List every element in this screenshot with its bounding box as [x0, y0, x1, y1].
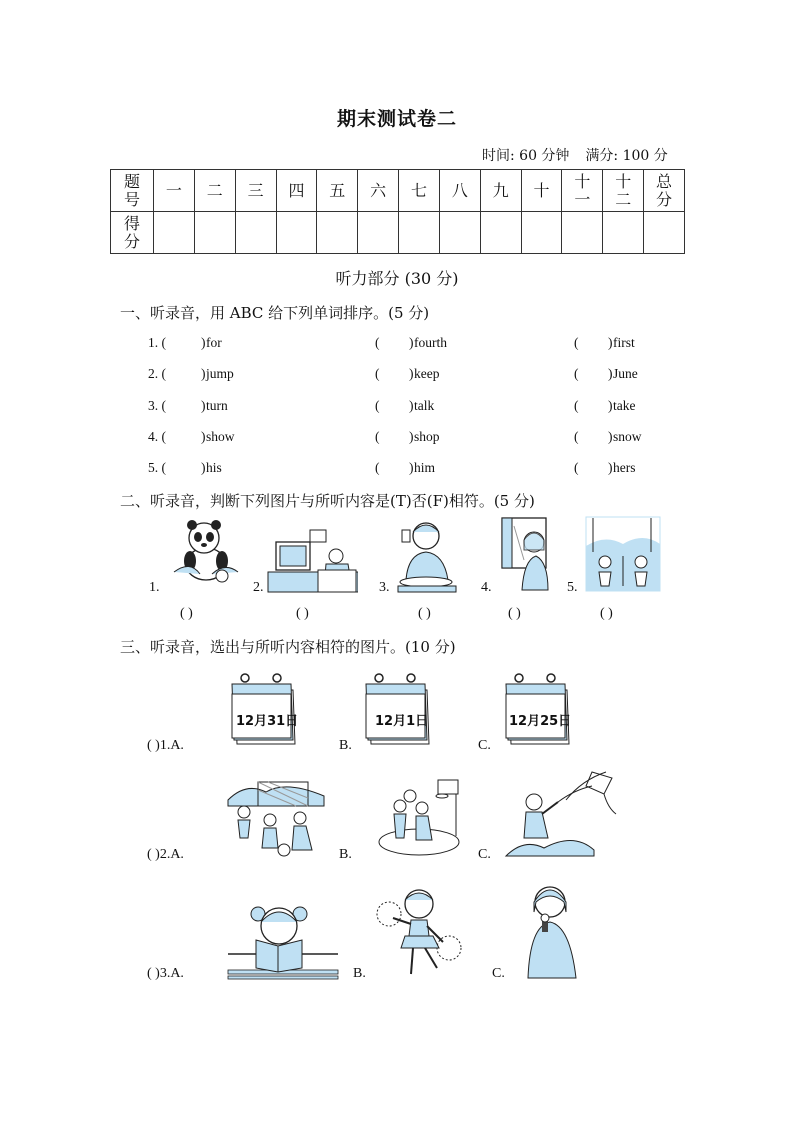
score-table-score-cell[interactable] — [399, 212, 440, 254]
q1-option-c: June — [613, 366, 638, 381]
q1-option-a: show — [206, 429, 235, 444]
playing-football-icon — [226, 776, 326, 858]
q1-item-number[interactable]: 5. ( — [148, 460, 166, 475]
playing-basketball-icon — [376, 776, 462, 858]
girl-cheerleading-icon — [375, 884, 463, 978]
score-table-header-cell: 四 — [276, 170, 317, 212]
q1-close-paren: ) — [409, 366, 414, 381]
children-planting-trees-icon — [585, 516, 661, 592]
q3-heading: 三、听录音，选出与所听内容相符的图片。(10 分) — [120, 638, 456, 656]
score-table-header-cell: 十 二 — [603, 170, 644, 212]
exam-info — [482, 145, 668, 165]
q1-close-paren: ) — [409, 460, 414, 475]
q1-open-paren[interactable]: ( — [574, 366, 579, 381]
q1-close-paren: ) — [201, 398, 206, 413]
section-title: 听力部分 (30 分) — [335, 269, 459, 288]
q1-close-paren: ) — [608, 366, 613, 381]
q1-option-c: take — [613, 398, 636, 413]
q1-option-b: fourth — [414, 335, 447, 350]
girl-singing-icon — [520, 880, 582, 980]
score-table-header-cell: 八 — [439, 170, 480, 212]
score-table-header-cell: 九 — [480, 170, 521, 212]
q1-close-paren: ) — [409, 429, 414, 444]
q1-open-paren[interactable]: ( — [375, 460, 380, 475]
girl-reading-book-icon — [226, 894, 340, 980]
calendar-c-icon — [503, 670, 573, 748]
q3-item-2-num[interactable]: ( )2.A. — [147, 847, 184, 862]
q1-option-c: hers — [613, 460, 636, 475]
q2-item-5-num: 5. — [567, 580, 578, 595]
q1-option-a: his — [206, 460, 222, 475]
calendar-a-icon — [229, 670, 299, 748]
score-table-header-cell: 十 — [521, 170, 562, 212]
q3-item-3-num[interactable]: ( )3.A. — [147, 966, 184, 981]
q2-item-3-answer[interactable]: ( ) — [418, 606, 431, 621]
page-title: 期末测试卷二 — [336, 108, 457, 130]
q1-item-number[interactable]: 1. ( — [148, 335, 166, 350]
q1-option-a: turn — [206, 398, 228, 413]
calendar-c-date: 12月25日 — [509, 714, 572, 729]
q1-open-paren[interactable]: ( — [574, 398, 579, 413]
score-table-header-cell: 六 — [358, 170, 399, 212]
score-table-score-cell[interactable] — [194, 212, 235, 254]
q1-open-paren[interactable]: ( — [574, 460, 579, 475]
q1-close-paren: ) — [608, 460, 613, 475]
q1-option-b: shop — [414, 429, 440, 444]
q1-open-paren[interactable]: ( — [375, 398, 380, 413]
q2-item-4-answer[interactable]: ( ) — [508, 606, 521, 621]
q1-option-a: jump — [206, 366, 234, 381]
q3-item-1-num[interactable]: ( )1.A. — [147, 738, 184, 753]
q1-close-paren: ) — [409, 335, 414, 350]
q1-open-paren[interactable]: ( — [574, 335, 579, 350]
full-score: 满分: 100 分 — [585, 148, 668, 164]
q1-close-paren: ) — [201, 429, 206, 444]
score-table-score-cell[interactable] — [480, 212, 521, 254]
q1-close-paren: ) — [201, 460, 206, 475]
score-table-score-row — [111, 212, 685, 254]
q2-item-2-answer[interactable]: ( ) — [296, 606, 309, 621]
girl-at-window-icon — [500, 516, 552, 592]
q3-item-1-c: C. — [478, 738, 491, 753]
q3-item-3-c: C. — [492, 966, 505, 981]
score-table-score-cell[interactable] — [317, 212, 358, 254]
q1-item-number[interactable]: 4. ( — [148, 429, 166, 444]
q1-open-paren[interactable]: ( — [375, 366, 380, 381]
score-table-score-cell[interactable] — [603, 212, 644, 254]
score-table-score-label: 得 分 — [111, 212, 154, 254]
score-table-score-cell[interactable] — [235, 212, 276, 254]
q2-item-1-answer[interactable]: ( ) — [180, 606, 193, 621]
q1-option-b: keep — [414, 366, 440, 381]
score-table-header-cell: 七 — [399, 170, 440, 212]
flying-kite-icon — [504, 768, 618, 858]
score-table-header-cell: 三 — [235, 170, 276, 212]
q3-item-2-c: C. — [478, 847, 491, 862]
score-table-header-label: 题 号 — [111, 170, 154, 212]
score-table-score-cell[interactable] — [562, 212, 603, 254]
person-watching-tv-icon — [266, 528, 358, 596]
time-limit: 时间: 60 分钟 — [482, 148, 570, 164]
q3-item-3-b: B. — [353, 966, 366, 981]
q2-item-4-num: 4. — [481, 580, 492, 595]
score-table-score-cell[interactable] — [154, 212, 195, 254]
q1-close-paren: ) — [608, 429, 613, 444]
q3-item-2-b: B. — [339, 847, 352, 862]
q2-item-1-num: 1. — [149, 580, 160, 595]
calendar-b-icon — [363, 670, 433, 748]
score-table-header-cell: 一 — [154, 170, 195, 212]
score-table-header-cell: 十 一 — [562, 170, 603, 212]
q2-heading: 二、听录音，判断下列图片与所听内容是(T)否(F)相符。(5 分) — [120, 492, 535, 510]
score-table-score-cell[interactable] — [644, 212, 685, 254]
q2-item-5-answer[interactable]: ( ) — [600, 606, 613, 621]
score-table-header-row — [111, 170, 685, 212]
score-table-score-cell[interactable] — [276, 212, 317, 254]
q3-item-1-b: B. — [339, 738, 352, 753]
q1-open-paren[interactable]: ( — [375, 429, 380, 444]
score-table — [110, 169, 685, 254]
boy-eating-icon — [396, 518, 458, 594]
q1-option-b: talk — [414, 398, 435, 413]
panda-icon — [170, 516, 242, 584]
q1-option-a: for — [206, 335, 222, 350]
q1-close-paren: ) — [608, 335, 613, 350]
q1-option-c: first — [613, 335, 635, 350]
q1-heading: 一、听录音，用 ABC 给下列单词排序。(5 分) — [120, 304, 430, 322]
q1-close-paren: ) — [409, 398, 414, 413]
q1-open-paren[interactable]: ( — [375, 335, 380, 350]
q2-item-2-num: 2. — [253, 580, 264, 595]
score-table-header-cell: 总 分 — [644, 170, 685, 212]
q1-option-c: snow — [613, 429, 642, 444]
q2-item-3-num: 3. — [379, 580, 390, 595]
score-table-score-cell[interactable] — [358, 212, 399, 254]
score-table-header-cell: 五 — [317, 170, 358, 212]
q1-item-number[interactable]: 3. ( — [148, 398, 166, 413]
score-table-score-cell[interactable] — [521, 212, 562, 254]
q1-item-number[interactable]: 2. ( — [148, 366, 166, 381]
q1-close-paren: ) — [608, 398, 613, 413]
score-table-score-cell[interactable] — [439, 212, 480, 254]
q1-close-paren: ) — [201, 335, 206, 350]
q1-option-b: him — [414, 460, 436, 475]
score-table-header-cell: 二 — [194, 170, 235, 212]
q1-open-paren[interactable]: ( — [574, 429, 579, 444]
calendar-a-date: 12月31日 — [236, 714, 299, 729]
q1-close-paren: ) — [201, 366, 206, 381]
calendar-b-date: 12月1日 — [375, 714, 429, 729]
